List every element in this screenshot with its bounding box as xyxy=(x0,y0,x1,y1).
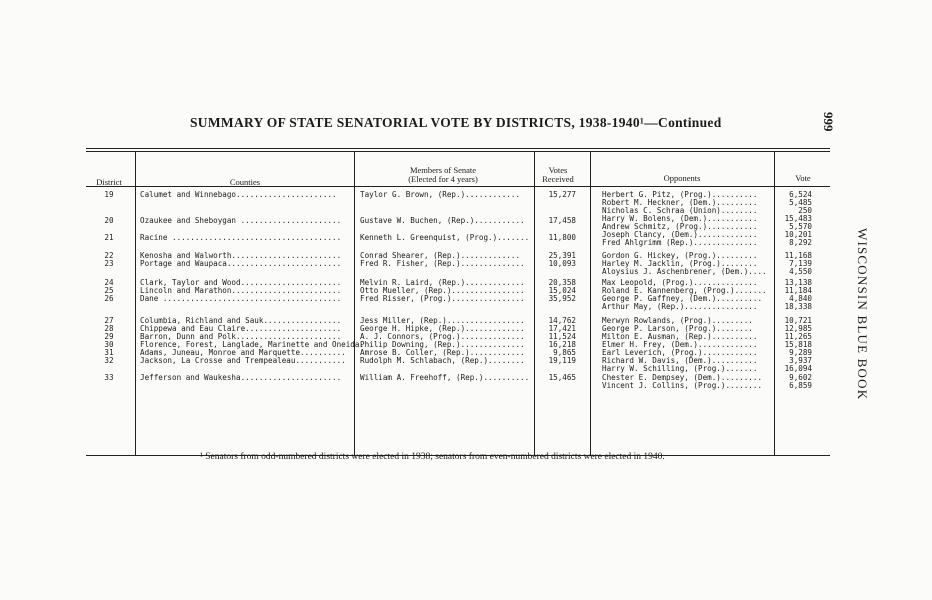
senator-cell: Melvin R. Laird, (Rep.)............. xyxy=(360,278,525,287)
header-vote: Vote xyxy=(795,173,811,183)
votes-cell: 16,218 xyxy=(548,340,576,349)
opponent-name: Andrew Schmitz, (Prog.)........... xyxy=(602,222,758,231)
votes-cell: 11,524 xyxy=(548,332,576,341)
senator-cell: Amrose B. Coller, (Rep.)............ xyxy=(360,348,525,357)
votes-cell: 17,458 xyxy=(548,216,576,225)
district-number: 27 xyxy=(104,316,114,325)
counties-cell: Lincoln and Marathon........................ xyxy=(140,286,342,295)
opponent-vote: 5,570 xyxy=(789,222,812,231)
counties-cell: Ozaukee and Sheboygan ...................... xyxy=(140,216,342,225)
senator-cell: Otto Mueller, (Rep.)................ xyxy=(360,286,525,295)
opponent-name: Richard W. Davis, (Dem.).......... xyxy=(602,356,758,365)
header-divider xyxy=(774,152,775,186)
district-number: 29 xyxy=(104,332,114,341)
table-body xyxy=(86,187,830,456)
senator-cell: Gustave W. Buchen, (Rep.)........... xyxy=(360,216,525,225)
opponent-name: Milton E. Ausman, (Rep.).......... xyxy=(602,332,758,341)
opponent-name: Arthur May, (Rep.)................ xyxy=(602,302,758,311)
opponent-name: Harley M. Jacklin, (Prog.)........ xyxy=(602,259,758,268)
votes-cell: 35,952 xyxy=(548,294,576,303)
district-number: 32 xyxy=(104,356,114,365)
counties-cell: Jefferson and Waukesha...................... xyxy=(140,373,342,382)
opponent-vote: 10,201 xyxy=(784,230,812,239)
opponent-name: Vincent J. Collins, (Prog.)........ xyxy=(602,381,763,390)
footnote: ¹ Senators from odd-numbered districts were elected in 1938; senators from even-numbered districts were elected in 1940. xyxy=(200,452,665,462)
header-divider xyxy=(135,152,136,186)
counties-cell: Portage and Waupaca......................... xyxy=(140,259,342,268)
page-number: 999 xyxy=(821,112,836,132)
opponent-vote: 11,168 xyxy=(784,251,812,260)
senator-cell: Fred Risser, (Prog.)................ xyxy=(360,294,525,303)
opponent-name: Elmer H. Frey, (Dem.)............. xyxy=(602,340,758,349)
senator-cell: George H. Hipke, (Rep.)............. xyxy=(360,324,525,333)
header-members-line2: (Elected for 4 years) xyxy=(408,174,478,184)
opponent-name: Aloysius J. Aschenbrener, (Dem.).... xyxy=(602,267,767,276)
opponent-vote: 250 xyxy=(798,206,812,215)
senator-cell: Taylor G. Brown, (Rep.)............ xyxy=(360,190,521,199)
district-number: 24 xyxy=(104,278,114,287)
opponent-name: Chester E. Dempsey, (Dem.)......... xyxy=(602,373,763,382)
column-divider xyxy=(590,187,591,455)
district-number: 21 xyxy=(104,233,114,242)
votes-cell: 11,800 xyxy=(548,233,576,242)
opponent-vote: 9,289 xyxy=(789,348,812,357)
senator-cell: Conrad Shearer, (Rep.)............. xyxy=(360,251,521,260)
votes-cell: 15,465 xyxy=(548,373,576,382)
opponent-vote: 12,985 xyxy=(784,324,812,333)
header-opponents: Opponents xyxy=(663,173,701,183)
district-number: 19 xyxy=(104,190,114,199)
header-members-line1: Members of Senate xyxy=(409,165,477,175)
opponent-vote: 7,139 xyxy=(789,259,812,268)
district-number: 30 xyxy=(104,340,114,349)
senatorial-vote-table xyxy=(86,148,830,456)
opponent-name: Max Leopold, (Prog.).............. xyxy=(602,278,758,287)
senator-cell: Rudolph M. Schlabach, (Rep.)........ xyxy=(360,356,525,365)
opponent-name: Earl Leverich, (Prog.)............ xyxy=(602,348,758,357)
opponent-name: Nicholas C. Schraa (Union)........ xyxy=(602,206,758,215)
counties-cell: Dane ....................................... xyxy=(140,294,342,303)
votes-cell: 15,277 xyxy=(548,190,576,199)
district-number: 20 xyxy=(104,216,114,225)
opponent-vote: 11,184 xyxy=(784,286,812,295)
counties-cell: Clark, Taylor and Wood...................... xyxy=(140,278,342,287)
opponent-vote: 9,602 xyxy=(789,373,812,382)
counties-cell: Jackson, La Crosse and Trempealeau........... xyxy=(140,356,346,365)
opponent-vote: 4,840 xyxy=(789,294,812,303)
counties-cell: Racine ..................................... xyxy=(140,233,342,242)
header-divider xyxy=(534,152,535,186)
running-head: WISCONSIN BLUE BOOK xyxy=(855,228,870,401)
opponent-vote: 6,859 xyxy=(789,381,812,390)
votes-cell: 20,358 xyxy=(548,278,576,287)
senator-cell: Jess Miller, (Rep.)................. xyxy=(360,316,525,325)
header-divider xyxy=(354,152,355,186)
opponent-name: Roland E. Kannenberg, (Prog.)....... xyxy=(602,286,767,295)
header-divider xyxy=(590,152,591,186)
senator-cell: Kenneth L. Greenquist, (Prog.)....... xyxy=(360,233,530,242)
column-divider xyxy=(534,187,535,455)
column-divider xyxy=(354,187,355,455)
senator-cell: Fred R. Fisher, (Rep.).............. xyxy=(360,259,525,268)
votes-cell: 15,024 xyxy=(548,286,576,295)
opponent-name: Joseph Clancy, (Dem.)............. xyxy=(602,230,758,239)
page-title: SUMMARY OF STATE SENATORIAL VOTE BY DISTRICTS, 1938-1940¹—Continued xyxy=(190,115,722,130)
header-counties: Counties xyxy=(229,177,261,187)
opponent-name: George P. Gaffney, (Dem.).......... xyxy=(602,294,763,303)
opponent-vote: 15,818 xyxy=(784,340,812,349)
table-header xyxy=(86,152,830,187)
opponent-vote: 18,338 xyxy=(784,302,812,311)
opponent-vote: 15,483 xyxy=(784,214,812,223)
senator-cell: A. J. Connors, (Prog.).............. xyxy=(360,332,525,341)
counties-cell: Chippewa and Eau Claire..................... xyxy=(140,324,342,333)
opponent-name: Herbert G. Pitz, (Prog.).......... xyxy=(602,190,758,199)
opponent-vote: 11,265 xyxy=(784,332,812,341)
opponent-name: Harry W. Schilling, (Prog.)....... xyxy=(602,364,758,373)
opponent-vote: 5,485 xyxy=(789,198,812,207)
opponent-vote: 13,138 xyxy=(784,278,812,287)
opponent-name: Robert M. Heckner, (Dem.)......... xyxy=(602,198,758,207)
header-votes-line2: Received xyxy=(542,174,574,184)
senator-cell: William A. Freehoff, (Rep.).......... xyxy=(360,373,530,382)
votes-cell: 10,093 xyxy=(548,259,576,268)
district-number: 22 xyxy=(104,251,114,260)
votes-cell: 17,421 xyxy=(548,324,576,333)
opponent-name: Gordon G. Hickey, (Prog.)......... xyxy=(602,251,758,260)
double-rule-top xyxy=(86,148,830,149)
opponent-vote: 8,292 xyxy=(789,238,812,247)
senator-cell: Philip Downing, (Rep.).............. xyxy=(360,340,525,349)
opponent-name: Merwyn Rowlands, (Prog.)......... xyxy=(602,316,753,325)
counties-cell: Barron, Dunn and Polk....................... xyxy=(140,332,342,341)
votes-cell: 9,865 xyxy=(553,348,576,357)
district-number: 25 xyxy=(104,286,114,295)
opponent-vote: 6,524 xyxy=(789,190,812,199)
header-district: District xyxy=(96,177,122,187)
votes-cell: 14,762 xyxy=(548,316,576,325)
column-divider xyxy=(774,187,775,455)
opponent-vote: 3,937 xyxy=(789,356,812,365)
votes-cell: 25,391 xyxy=(548,251,576,260)
district-number: 23 xyxy=(104,259,114,268)
district-number: 26 xyxy=(104,294,114,303)
opponent-name: George P. Larson, (Prog.)........ xyxy=(602,324,753,333)
votes-cell: 19,119 xyxy=(548,356,576,365)
opponent-vote: 4,550 xyxy=(789,267,812,276)
opponent-vote: 10,721 xyxy=(784,316,812,325)
district-number: 28 xyxy=(104,324,114,333)
opponent-name: Fred Ahlgrimm (Rep.).............. xyxy=(602,238,758,247)
counties-cell: Columbia, Richland and Sauk................. xyxy=(140,316,342,325)
opponent-vote: 16,094 xyxy=(784,364,812,373)
counties-cell: Calumet and Winnebago...................... xyxy=(140,190,337,199)
counties-cell: Florence, Forest, Langlade, Marinette and Oneida. xyxy=(140,340,365,349)
counties-cell: Adams, Juneau, Monroe and Marquette.......... xyxy=(140,348,346,357)
district-number: 33 xyxy=(104,373,114,382)
header-votes-line1: Votes xyxy=(548,165,568,175)
column-divider xyxy=(135,187,136,455)
opponent-name: Harry W. Bolens, (Dem.)........... xyxy=(602,214,758,223)
counties-cell: Kenosha and Walworth........................ xyxy=(140,251,342,260)
district-number: 31 xyxy=(104,348,114,357)
